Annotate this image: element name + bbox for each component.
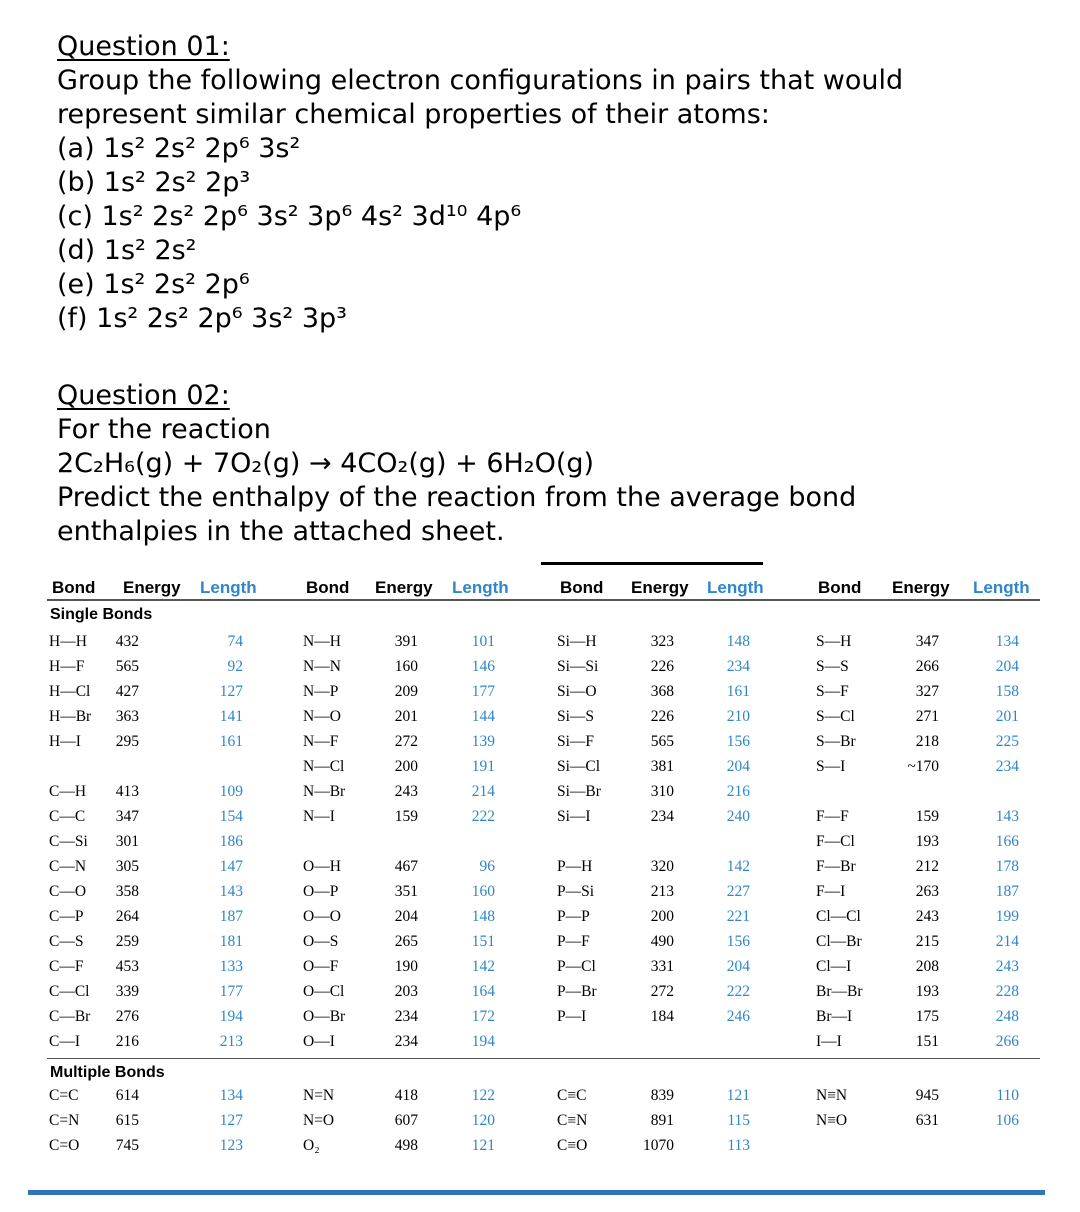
- bond-cell: S—S: [816, 658, 849, 675]
- length-cell: 146: [471, 658, 495, 675]
- energy-cell: 200: [650, 908, 674, 925]
- table-row: [47, 1109, 1040, 1134]
- length-cell: 248: [995, 1008, 1019, 1025]
- table-row: [47, 1030, 1040, 1055]
- bond-cell: N—Br: [303, 783, 346, 800]
- bond-cell: H—I: [49, 733, 81, 750]
- bond-cell: N—H: [303, 633, 341, 650]
- length-cell: 106: [995, 1112, 1019, 1129]
- energy-cell: 209: [394, 683, 418, 700]
- bond-cell: Cl—Br: [816, 933, 862, 950]
- bond-cell: H—Cl: [49, 683, 91, 700]
- bond-cell: C—P: [49, 908, 84, 925]
- energy-cell: 347: [915, 633, 939, 650]
- length-cell: 216: [726, 783, 750, 800]
- energy-cell: 310: [650, 783, 674, 800]
- length-cell: 109: [219, 783, 243, 800]
- energy-cell: 190: [394, 958, 418, 975]
- bond-cell: C=O: [49, 1137, 80, 1154]
- table-row: [47, 805, 1040, 830]
- energy-cell: 184: [650, 1008, 674, 1025]
- energy-cell: 215: [915, 933, 939, 950]
- energy-cell: 193: [915, 983, 939, 1000]
- length-cell: 121: [471, 1137, 495, 1154]
- energy-cell: 498: [394, 1137, 418, 1154]
- length-cell: 234: [726, 658, 750, 675]
- length-cell: 122: [471, 1087, 495, 1104]
- energy-cell: 327: [915, 683, 939, 700]
- bond-cell: C—C: [49, 808, 86, 825]
- length-cell: 160: [471, 883, 495, 900]
- energy-cell: 432: [115, 633, 139, 650]
- bond-cell: C—H: [49, 783, 87, 800]
- table-row: [47, 680, 1040, 705]
- reaction-equation: 2C₂H₆(g) + 7O₂(g) → 4CO₂(g) + 6H₂O(g): [57, 448, 595, 479]
- length-cell: 266: [995, 1033, 1019, 1050]
- length-cell: 199: [995, 908, 1019, 925]
- energy-cell: 243: [915, 908, 939, 925]
- single-bonds-label-text: Single Bonds: [50, 606, 153, 623]
- bond-cell: C—F: [49, 958, 84, 975]
- header-length: Length: [200, 578, 257, 597]
- length-cell: 134: [995, 633, 1019, 650]
- length-cell: 120: [471, 1112, 495, 1129]
- length-cell: 143: [995, 808, 1019, 825]
- energy-cell: 234: [394, 1033, 418, 1050]
- length-cell: 156: [726, 933, 750, 950]
- energy-cell: 339: [115, 983, 139, 1000]
- energy-cell: 614: [115, 1087, 139, 1104]
- table-row: [47, 980, 1040, 1005]
- bond-cell: F—I: [816, 883, 846, 900]
- length-cell: 221: [726, 908, 750, 925]
- bond-cell: Si—I: [557, 808, 591, 825]
- energy-cell: 363: [115, 708, 139, 725]
- bond-cell: S—Cl: [816, 708, 855, 725]
- bond-cell: P—Cl: [557, 958, 596, 975]
- bond-cell: C—S: [49, 933, 84, 950]
- length-cell: 214: [995, 933, 1019, 950]
- table-header: [47, 575, 1040, 599]
- length-cell: 166: [995, 833, 1019, 850]
- table-row: [47, 1134, 1040, 1159]
- question-02-prompt: Predict the enthalpy of the reaction from the average bond: [57, 482, 857, 513]
- energy-cell: 490: [650, 933, 674, 950]
- table-row: [47, 755, 1040, 780]
- energy-cell: 226: [650, 708, 674, 725]
- energy-cell: 266: [915, 658, 939, 675]
- energy-cell: 203: [394, 983, 418, 1000]
- bond-cell: H—H: [49, 633, 87, 650]
- bond-cell: S—I: [816, 758, 846, 775]
- length-cell: 204: [726, 958, 750, 975]
- energy-cell: 160: [394, 658, 418, 675]
- energy-cell: 272: [650, 983, 674, 1000]
- energy-cell: 204: [394, 908, 418, 925]
- energy-cell: 1070: [643, 1137, 674, 1154]
- length-cell: 191: [471, 758, 495, 775]
- single-bonds-grid: [47, 626, 1040, 1058]
- energy-cell: 193: [915, 833, 939, 850]
- length-cell: 164: [471, 983, 495, 1000]
- question-01-prompt-cont: represent similar chemical properties of their atoms:: [57, 99, 770, 130]
- length-cell: 181: [219, 933, 243, 950]
- length-cell: 158: [995, 683, 1019, 700]
- table-row: [47, 630, 1040, 655]
- energy-cell: 391: [394, 633, 418, 650]
- length-cell: 204: [995, 658, 1019, 675]
- multiple-bonds-label: [47, 1059, 1040, 1084]
- length-cell: 121: [726, 1087, 750, 1104]
- energy-cell: 331: [650, 958, 674, 975]
- energy-cell: 208: [915, 958, 939, 975]
- bond-cell: N≡O: [816, 1112, 848, 1129]
- energy-cell: 565: [115, 658, 139, 675]
- energy-cell: 301: [115, 833, 139, 850]
- length-cell: 240: [726, 808, 750, 825]
- table-row: [47, 880, 1040, 905]
- header-length: Length: [973, 578, 1030, 597]
- bond-cell: C—Si: [49, 833, 88, 850]
- bond-cell: O—Br: [303, 1008, 346, 1025]
- length-cell: 139: [471, 733, 495, 750]
- energy-cell: 159: [394, 808, 418, 825]
- bond-cell: Br—I: [816, 1008, 853, 1025]
- question-01-prompt: Group the following electron configurations in pairs that would: [57, 65, 904, 96]
- question-02: [57, 379, 1017, 549]
- length-cell: 96: [479, 858, 495, 875]
- bond-cell: O—I: [303, 1033, 335, 1050]
- table-row: [47, 730, 1040, 755]
- length-cell: 228: [995, 983, 1019, 1000]
- length-cell: 172: [471, 1008, 495, 1025]
- bond-cell: O—H: [303, 858, 341, 875]
- energy-cell: ~170: [907, 758, 939, 775]
- config-option-b: (b) 1s² 2s² 2p³: [57, 167, 251, 198]
- bottom-accent-bar: [28, 1190, 1045, 1195]
- energy-cell: 226: [650, 658, 674, 675]
- bond-cell: C=C: [49, 1087, 79, 1104]
- energy-cell: 427: [115, 683, 139, 700]
- bond-cell: C≡N: [557, 1112, 588, 1129]
- length-cell: 154: [219, 808, 243, 825]
- bond-cell: N—F: [303, 733, 339, 750]
- length-cell: 141: [219, 708, 243, 725]
- energy-cell: 453: [115, 958, 139, 975]
- question-02-intro: For the reaction: [57, 414, 271, 445]
- bond-cell: Cl—Cl: [816, 908, 861, 925]
- energy-cell: 200: [394, 758, 418, 775]
- length-cell: 156: [726, 733, 750, 750]
- bond-cell: N—P: [303, 683, 339, 700]
- question-01-heading: Question 01:: [57, 31, 230, 62]
- bond-cell: I—I: [816, 1033, 842, 1050]
- energy-cell: 631: [915, 1112, 939, 1129]
- bond-cell: N—I: [303, 808, 335, 825]
- bond-cell: C=N: [49, 1112, 80, 1129]
- length-cell: 194: [471, 1033, 495, 1050]
- bond-cell: Si—O: [557, 683, 597, 700]
- length-cell: 148: [726, 633, 750, 650]
- length-cell: 194: [219, 1008, 243, 1025]
- energy-cell: 272: [394, 733, 418, 750]
- header-energy: Energy: [631, 578, 689, 597]
- energy-cell: 413: [115, 783, 139, 800]
- table-row: [47, 705, 1040, 730]
- length-cell: 187: [995, 883, 1019, 900]
- energy-cell: 216: [115, 1033, 139, 1050]
- length-cell: 148: [471, 908, 495, 925]
- bond-cell: N—O: [303, 708, 341, 725]
- bond-cell: Si—Br: [557, 783, 601, 800]
- config-option-e: (e) 1s² 2s² 2p⁶: [57, 269, 250, 300]
- bond-cell: C—Cl: [49, 983, 90, 1000]
- length-cell: 147: [219, 858, 243, 875]
- bond-cell: N—Cl: [303, 758, 345, 775]
- bond-cell: S—F: [816, 683, 849, 700]
- length-cell: 222: [726, 983, 750, 1000]
- length-cell: 227: [726, 883, 750, 900]
- length-cell: 144: [471, 708, 495, 725]
- multiple-bonds-grid: [47, 1084, 1040, 1159]
- length-cell: 213: [219, 1033, 243, 1050]
- energy-cell: 263: [915, 883, 939, 900]
- bond-cell: O—P: [303, 883, 339, 900]
- table-row: [47, 855, 1040, 880]
- energy-cell: 891: [650, 1112, 674, 1129]
- length-cell: 142: [726, 858, 750, 875]
- length-cell: 177: [471, 683, 495, 700]
- length-cell: 177: [219, 983, 243, 1000]
- length-cell: 161: [726, 683, 750, 700]
- energy-cell: 295: [115, 733, 139, 750]
- energy-cell: 305: [115, 858, 139, 875]
- bond-cell: F—F: [816, 808, 849, 825]
- header-bond: Bond: [306, 578, 350, 597]
- energy-cell: 607: [394, 1112, 418, 1129]
- bond-cell: P—H: [557, 858, 593, 875]
- energy-cell: 418: [394, 1087, 418, 1104]
- table-row: [47, 955, 1040, 980]
- energy-cell: 265: [394, 933, 418, 950]
- energy-cell: 234: [650, 808, 674, 825]
- length-cell: 101: [471, 633, 495, 650]
- bond-cell: O—O: [303, 908, 341, 925]
- header-bond: Bond: [818, 578, 862, 597]
- energy-cell: 358: [115, 883, 139, 900]
- bond-cell: O₂: [303, 1137, 320, 1154]
- bond-cell: Cl—I: [816, 958, 852, 975]
- length-cell: 201: [995, 708, 1019, 725]
- length-cell: 243: [995, 958, 1019, 975]
- energy-cell: 212: [915, 858, 939, 875]
- length-cell: 133: [219, 958, 243, 975]
- energy-cell: 347: [115, 808, 139, 825]
- energy-cell: 159: [915, 808, 939, 825]
- energy-cell: 213: [650, 883, 674, 900]
- bond-cell: P—I: [557, 1008, 587, 1025]
- energy-cell: 320: [650, 858, 674, 875]
- length-cell: 222: [471, 808, 495, 825]
- table-row: [47, 930, 1040, 955]
- length-cell: 187: [219, 908, 243, 925]
- header-bond: Bond: [560, 578, 604, 597]
- question-02-prompt-cont: enthalpies in the attached sheet.: [57, 516, 505, 547]
- bond-cell: C—N: [49, 858, 87, 875]
- bond-cell: O—S: [303, 933, 339, 950]
- energy-cell: 259: [115, 933, 139, 950]
- energy-cell: 565: [650, 733, 674, 750]
- header-energy: Energy: [892, 578, 950, 597]
- header-length: Length: [707, 578, 764, 597]
- energy-cell: 201: [394, 708, 418, 725]
- energy-cell: 615: [115, 1112, 139, 1129]
- table-row: [47, 780, 1040, 805]
- bond-cell: Si—S: [557, 708, 595, 725]
- bond-cell: P—Si: [557, 883, 595, 900]
- energy-cell: 839: [650, 1087, 674, 1104]
- bond-cell: H—F: [49, 658, 85, 675]
- bond-cell: Si—Cl: [557, 758, 601, 775]
- length-cell: 115: [727, 1112, 750, 1129]
- energy-cell: 368: [650, 683, 674, 700]
- config-option-d: (d) 1s² 2s²: [57, 235, 197, 266]
- bond-cell: N≡N: [816, 1087, 848, 1104]
- bond-cell: Si—Si: [557, 658, 599, 675]
- bond-cell: P—F: [557, 933, 590, 950]
- energy-cell: 276: [115, 1008, 139, 1025]
- header-energy: Energy: [123, 578, 181, 597]
- bond-cell: H—Br: [49, 708, 92, 725]
- energy-cell: 945: [915, 1087, 939, 1104]
- bond-cell: N=O: [303, 1112, 335, 1129]
- bond-cell: N—N: [303, 658, 341, 675]
- energy-cell: 381: [650, 758, 674, 775]
- bond-cell: C≡O: [557, 1137, 588, 1154]
- bond-cell: F—Cl: [816, 833, 855, 850]
- length-cell: 210: [726, 708, 750, 725]
- header-energy: Energy: [375, 578, 433, 597]
- multiple-bonds-label-text: Multiple Bonds: [50, 1064, 165, 1081]
- energy-cell: 351: [394, 883, 418, 900]
- energy-cell: 745: [115, 1137, 139, 1154]
- bond-cell: Br—Br: [816, 983, 863, 1000]
- length-cell: 161: [219, 733, 243, 750]
- bond-cell: O—F: [303, 958, 339, 975]
- length-cell: 225: [995, 733, 1019, 750]
- energy-cell: 264: [115, 908, 139, 925]
- length-cell: 142: [471, 958, 495, 975]
- bond-cell: P—P: [557, 908, 590, 925]
- bond-cell: C—Br: [49, 1008, 91, 1025]
- length-cell: 127: [219, 683, 243, 700]
- bond-cell: Si—F: [557, 733, 595, 750]
- question-01: [57, 30, 1017, 336]
- bond-cell: S—Br: [816, 733, 856, 750]
- bond-enthalpy-table: [47, 575, 1040, 1159]
- bond-cell: C≡C: [557, 1087, 587, 1104]
- length-cell: 110: [996, 1087, 1019, 1104]
- header-bond: Bond: [52, 578, 96, 597]
- length-cell: 204: [726, 758, 750, 775]
- length-cell: 123: [219, 1137, 243, 1154]
- config-option-f: (f) 1s² 2s² 2p⁶ 3s² 3p³: [57, 303, 347, 334]
- table-row: [47, 905, 1040, 930]
- config-option-c: (c) 1s² 2s² 2p⁶ 3s² 3p⁶ 4s² 3d¹⁰ 4p⁶: [57, 201, 522, 232]
- single-bonds-label: [47, 601, 1040, 626]
- table-row: [47, 830, 1040, 855]
- bond-cell: S—H: [816, 633, 852, 650]
- table-row: [47, 1084, 1040, 1109]
- table-row: [47, 655, 1040, 680]
- bond-cell: O—Cl: [303, 983, 345, 1000]
- energy-cell: 243: [394, 783, 418, 800]
- length-cell: 134: [219, 1087, 243, 1104]
- energy-cell: 323: [650, 633, 674, 650]
- bond-cell: P—Br: [557, 983, 597, 1000]
- length-cell: 113: [727, 1137, 750, 1154]
- question-02-heading: Question 02:: [57, 380, 230, 411]
- length-cell: 234: [995, 758, 1019, 775]
- length-cell: 127: [219, 1112, 243, 1129]
- bond-cell: N=N: [303, 1087, 335, 1104]
- bond-cell: F—Br: [816, 858, 856, 875]
- length-cell: 246: [726, 1008, 750, 1025]
- length-cell: 151: [471, 933, 495, 950]
- separator-rule: [541, 562, 763, 565]
- energy-cell: 467: [394, 858, 418, 875]
- config-option-a: (a) 1s² 2s² 2p⁶ 3s²: [57, 133, 301, 164]
- energy-cell: 151: [915, 1033, 939, 1050]
- length-cell: 143: [219, 883, 243, 900]
- table-row: [47, 1005, 1040, 1030]
- length-cell: 178: [995, 858, 1019, 875]
- bond-cell: C—O: [49, 883, 87, 900]
- energy-cell: 271: [915, 708, 939, 725]
- length-cell: 92: [227, 658, 243, 675]
- energy-cell: 175: [915, 1008, 939, 1025]
- header-length: Length: [452, 578, 509, 597]
- length-cell: 74: [227, 633, 243, 650]
- length-cell: 186: [219, 833, 243, 850]
- bond-cell: Si—H: [557, 633, 597, 650]
- length-cell: 214: [471, 783, 495, 800]
- bond-cell: C—I: [49, 1033, 80, 1050]
- energy-cell: 218: [915, 733, 939, 750]
- energy-cell: 234: [394, 1008, 418, 1025]
